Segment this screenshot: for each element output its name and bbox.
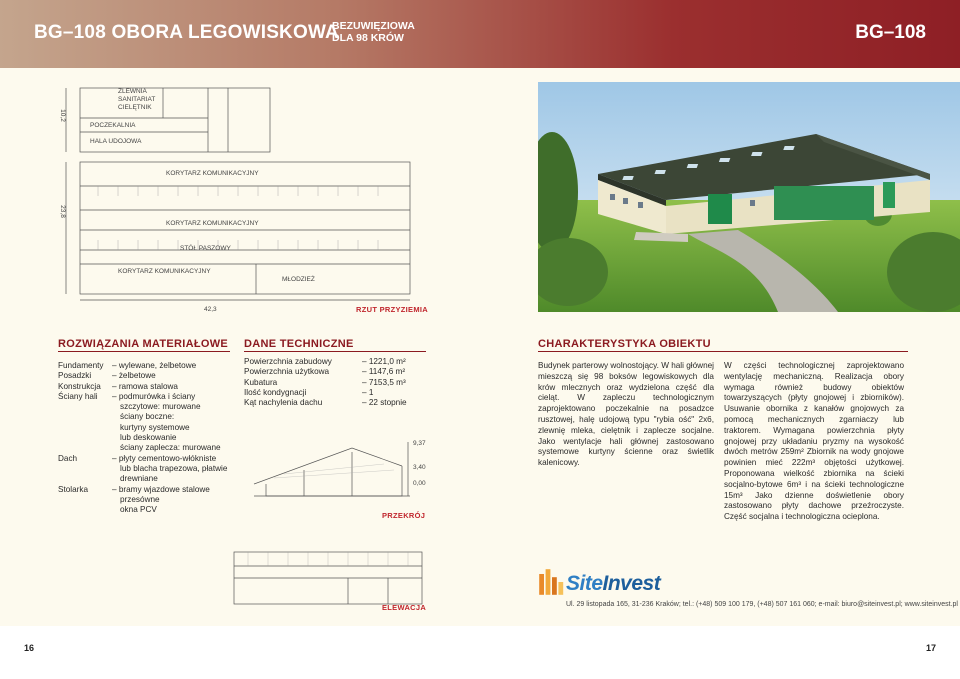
tech-heading: DANE TECHNICZNE <box>244 338 354 350</box>
material-key: Posadzki <box>58 371 92 381</box>
project-title: BG–108 OBORA LEGOWISKOWA <box>34 22 339 43</box>
material-row <box>58 371 248 381</box>
logo-text-site: Site <box>566 572 603 595</box>
siteinvest-logo-text <box>566 572 660 596</box>
material-key: Fundamenty <box>58 361 104 370</box>
dimension-bottom: 42,3 <box>204 306 217 313</box>
material-value: ściany zaplecza: murowane <box>120 443 221 453</box>
characteristics-rule <box>538 351 908 352</box>
material-key: Ściany hali <box>58 391 98 401</box>
material-value: lub deskowanie <box>120 433 177 443</box>
dimension-top: 10,2 <box>58 109 66 122</box>
material-row <box>58 392 248 454</box>
floor-plan-drawing <box>58 82 426 314</box>
subtitle-line-1: BEZUWIĘZIOWA <box>332 20 415 32</box>
characteristics-heading: CHARAKTERYSTYKA OBIEKTU <box>538 338 711 350</box>
page-number-left: 16 <box>24 643 35 653</box>
subtitle-line-2: DLA 98 KRÓW <box>332 32 404 44</box>
corridor-label-3: KORYTARZ KOMUNIKACYJNY <box>118 268 211 275</box>
contact-info: Ul. 29 listopada 165, 31-236 Kraków; tel.: (+48) 509 100 179, (+48) 507 161 060; e-mail: biuro@siteinvest.pl; www.siteinvest.pl <box>566 601 958 608</box>
tech-label: Kąt nachylenia dachu <box>244 398 323 408</box>
tech-row <box>244 367 414 377</box>
building-render <box>538 82 960 312</box>
section-caption: PRZEKRÓJ <box>382 511 426 520</box>
material-value: – wylewane, żelbetowe <box>112 361 197 370</box>
tech-value: – 1 <box>362 387 374 397</box>
floor-plan <box>58 82 426 314</box>
tech-data <box>244 357 414 408</box>
tech-value: – 1147,6 m² <box>362 367 406 377</box>
tech-label: Ilość kondygnacji <box>244 387 307 397</box>
material-row <box>58 485 248 516</box>
materials-rule <box>58 351 230 352</box>
room-sanitariat: SANITARIAT <box>118 96 156 103</box>
footer-band <box>0 626 960 679</box>
material-key: Dach <box>58 453 78 463</box>
characteristics-col-1: Budynek parterowy wolnostojący. W hali głównej mieszczą się 98 boksów legowiskowych dla krów mlecznych oraz wydzielona część dla cieląt. W zapleczu technologicznym zaprojektowano poczekalnie na posadzce rusztowej, halę udojową typu "rybia ość" 2x6, zlewnię mleka, cielętnik i zaplecze socjalne. Jako wentylacje hali głównej zastosowano systemowe kurtyny ścienne oraz świetlik kalenicowy. <box>538 361 714 468</box>
tech-label: Kubatura <box>244 377 278 387</box>
material-value: ściany boczne: <box>120 412 175 422</box>
material-row <box>58 382 248 392</box>
material-value: – ramowa stalowa <box>112 381 178 391</box>
corridor-label-1: KORYTARZ KOMUNIKACYJNY <box>166 170 259 177</box>
tech-value: – 1221,0 m² <box>362 357 406 366</box>
siteinvest-logo-icon <box>536 564 568 600</box>
room-mlodziez: MŁODZIEŻ <box>282 276 315 283</box>
material-value: – żelbetowe <box>112 371 156 381</box>
materials-list <box>58 361 248 515</box>
elevation-drawing <box>228 548 428 610</box>
room-zlewnia: ZLEWNIA <box>118 88 147 95</box>
project-subtitle <box>332 20 415 44</box>
room-cieletnik: CIELĘTNIK <box>118 104 152 111</box>
level-mid: 3,40 <box>413 464 426 471</box>
tech-label: Powierzchnia użytkowa <box>244 367 330 377</box>
material-value: kurtyny systemowe <box>120 422 190 432</box>
cross-section-drawing <box>244 438 434 520</box>
feed-table-label: STÓŁ PASZOWY <box>180 245 231 252</box>
level-top: 9,37 <box>413 440 426 447</box>
tech-row <box>244 378 414 388</box>
tech-value: – 22 stopnie <box>362 398 407 408</box>
level-base: 0,00 <box>413 480 426 487</box>
tech-row <box>244 398 414 408</box>
material-value: – bramy wjazdowe stalowe <box>112 484 210 494</box>
logo-text-invest: Invest <box>602 572 661 595</box>
characteristics-col-2: W części technologicznej zaprojektowano wentylację mechaniczną. Realizacja obory wymaga również budowy obiektów towarzyszących (płyty gnojowej i zbiorników). Usuwanie obornika z kanałów gnojowych za pomocą mechanicznych zgarniaczy lub traktorem. Wymagana powierzchnia płyty gnojowej przy układaniu pryzmy na wysokość dwóch metrów 259m² Zbiornik na wody gnojowe powinien mieć 222m³ objętości użytkowej. Proponowana wielkość zbiornika na ścieki socjalno-bytowe 6m³ i na ścieki technologiczne 15m³ Jako dzienne doświetlenie obory zastosowano płyty dachowe przeźroczyste. Część socjalna i technologiczna ocieplona. <box>724 361 904 522</box>
plan-caption: RZUT PRZYZIEMIA <box>356 305 428 314</box>
tech-row <box>244 388 414 398</box>
material-value: drewniane <box>120 474 158 484</box>
material-value: przesówne <box>120 494 160 504</box>
cross-section <box>244 438 434 520</box>
room-poczekalnia: POCZEKALNIA <box>90 122 136 129</box>
elevation-caption: ELEWACJA <box>382 603 427 612</box>
tech-rule <box>244 351 426 352</box>
tech-value: – 7153,5 m³ <box>362 377 406 387</box>
tech-row <box>244 357 414 367</box>
tech-label: Powierzchnia zabudowy <box>244 357 332 366</box>
elevation <box>228 548 428 610</box>
material-value: okna PCV <box>120 505 157 515</box>
header-band <box>0 0 960 68</box>
room-hala-udojowa: HALA UDOJOWA <box>90 138 142 145</box>
page-number-right: 17 <box>925 643 936 653</box>
material-value: – podmurówka i ściany <box>112 391 196 401</box>
corridor-label-2: KORYTARZ KOMUNIKACYJNY <box>166 220 259 227</box>
material-value: lub blacha trapezowa, płatwie <box>120 463 228 473</box>
building-render-image <box>538 82 960 312</box>
material-row <box>58 361 248 371</box>
project-code: BG–108 <box>855 22 926 43</box>
material-row <box>58 454 248 485</box>
material-key: Stolarka <box>58 484 89 494</box>
material-key: Konstrukcja <box>58 381 101 391</box>
materials-heading: ROZWIĄZANIA MATERIAŁOWE <box>58 338 229 350</box>
material-value: szczytowe: murowane <box>120 402 201 412</box>
dimension-middle: 23,8 <box>58 205 66 218</box>
material-value: – płyty cementowo-włókniste <box>112 453 217 463</box>
